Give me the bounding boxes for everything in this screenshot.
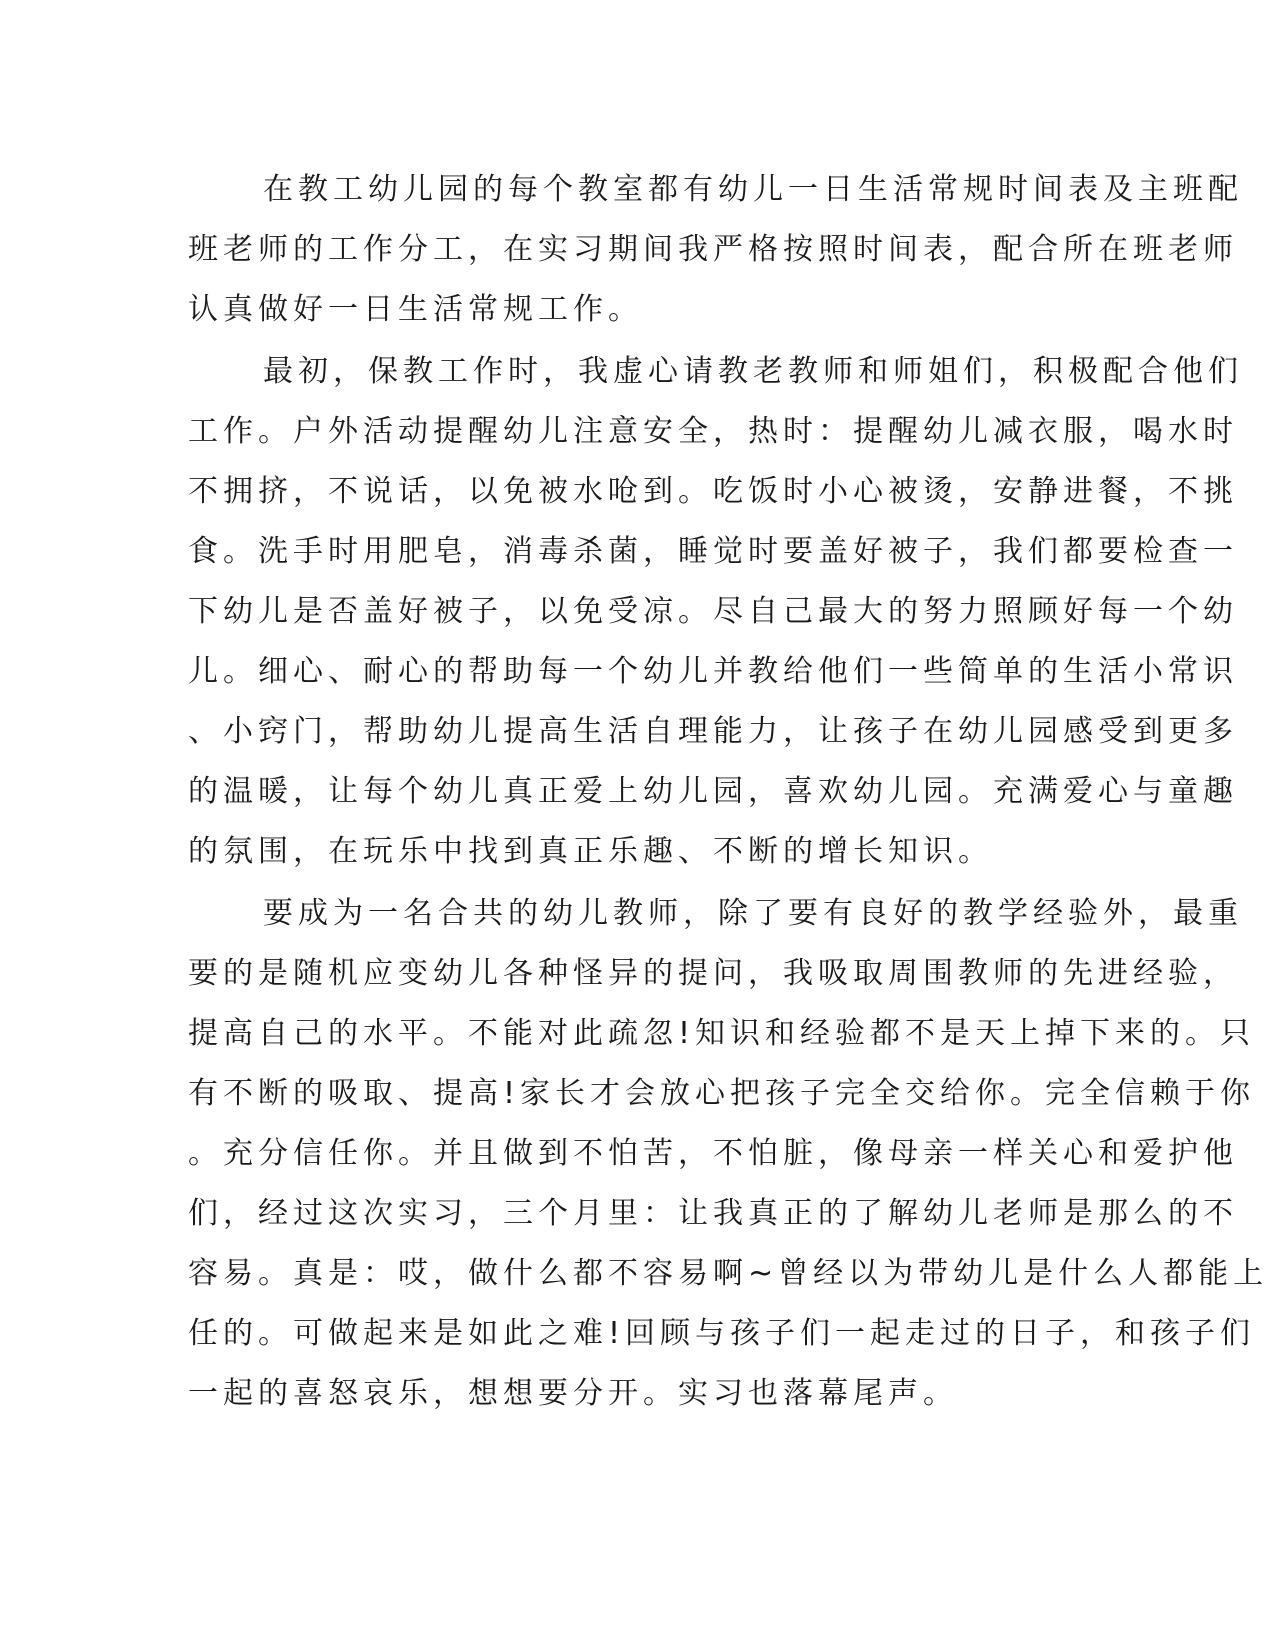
text-line: 食。洗手时用肥皂，消毒杀菌，睡觉时要盖好被子，我们都要检查一 xyxy=(188,534,1238,569)
text-line: 下幼儿是否盖好被子，以免受凉。尽自己最大的努力照顾好每一个幼 xyxy=(188,594,1238,629)
text-line: 提高自己的水平。不能对此疏忽!知识和经验都不是天上掉下来的。只 xyxy=(188,1016,1256,1051)
text-line: 在教工幼儿园的每个教室都有幼儿一日生活常规时间表及主班配 xyxy=(263,172,1243,207)
paragraph xyxy=(188,884,1269,1424)
text-line: 的氛围，在玩乐中找到真正乐趣、不断的增长知识。 xyxy=(188,834,993,869)
paragraph xyxy=(188,342,1243,882)
text-line: 要的是随机应变幼儿各种怪异的提问，我吸取周围教师的先进经验， xyxy=(188,956,1238,991)
text-line: 、小窍门，帮助幼儿提高生活自理能力，让孩子在幼儿园感受到更多 xyxy=(188,714,1238,749)
text-line: 不拥挤，不说话，以免被水呛到。吃饭时小心被烫，安静进餐，不挑 xyxy=(188,474,1238,509)
text-line: 。充分信任你。并且做到不怕苦，不怕脏，像母亲一样关心和爱护他 xyxy=(188,1136,1238,1171)
text-line: 的温暖，让每个幼儿真正爱上幼儿园，喜欢幼儿园。充满爱心与童趣 xyxy=(188,774,1238,809)
document-body xyxy=(188,160,1269,1424)
text-line: 工作。户外活动提醒幼儿注意安全，热时：提醒幼儿减衣服，喝水时 xyxy=(188,414,1238,449)
text-line: 最初，保教工作时，我虚心请教老教师和师姐们，积极配合他们 xyxy=(263,354,1243,389)
text-line: 有不断的吸取、提高!家长才会放心把孩子完全交给你。完全信赖于你 xyxy=(188,1076,1256,1111)
text-line: 儿。细心、耐心的帮助每一个幼儿并教给他们一些简单的生活小常识 xyxy=(188,654,1238,689)
text-line: 认真做好一日生活常规工作。 xyxy=(188,292,643,327)
text-line: 一起的喜怒哀乐，想想要分开。实习也落幕尾声。 xyxy=(188,1376,958,1411)
text-line: 要成为一名合共的幼儿教师，除了要有良好的教学经验外，最重 xyxy=(263,896,1243,931)
text-line: 任的。可做起来是如此之难!回顾与孩子们一起走过的日子，和孩子们 xyxy=(188,1316,1256,1351)
text-line: 们，经过这次实习，三个月里：让我真正的了解幼儿老师是那么的不 xyxy=(188,1196,1238,1231)
text-line: 容易。真是：哎，做什么都不容易啊~曾经以为带幼儿是什么人都能上 xyxy=(188,1256,1269,1291)
text-line: 班老师的工作分工，在实习期间我严格按照时间表，配合所在班老师 xyxy=(188,232,1238,267)
paragraph xyxy=(188,160,1243,340)
